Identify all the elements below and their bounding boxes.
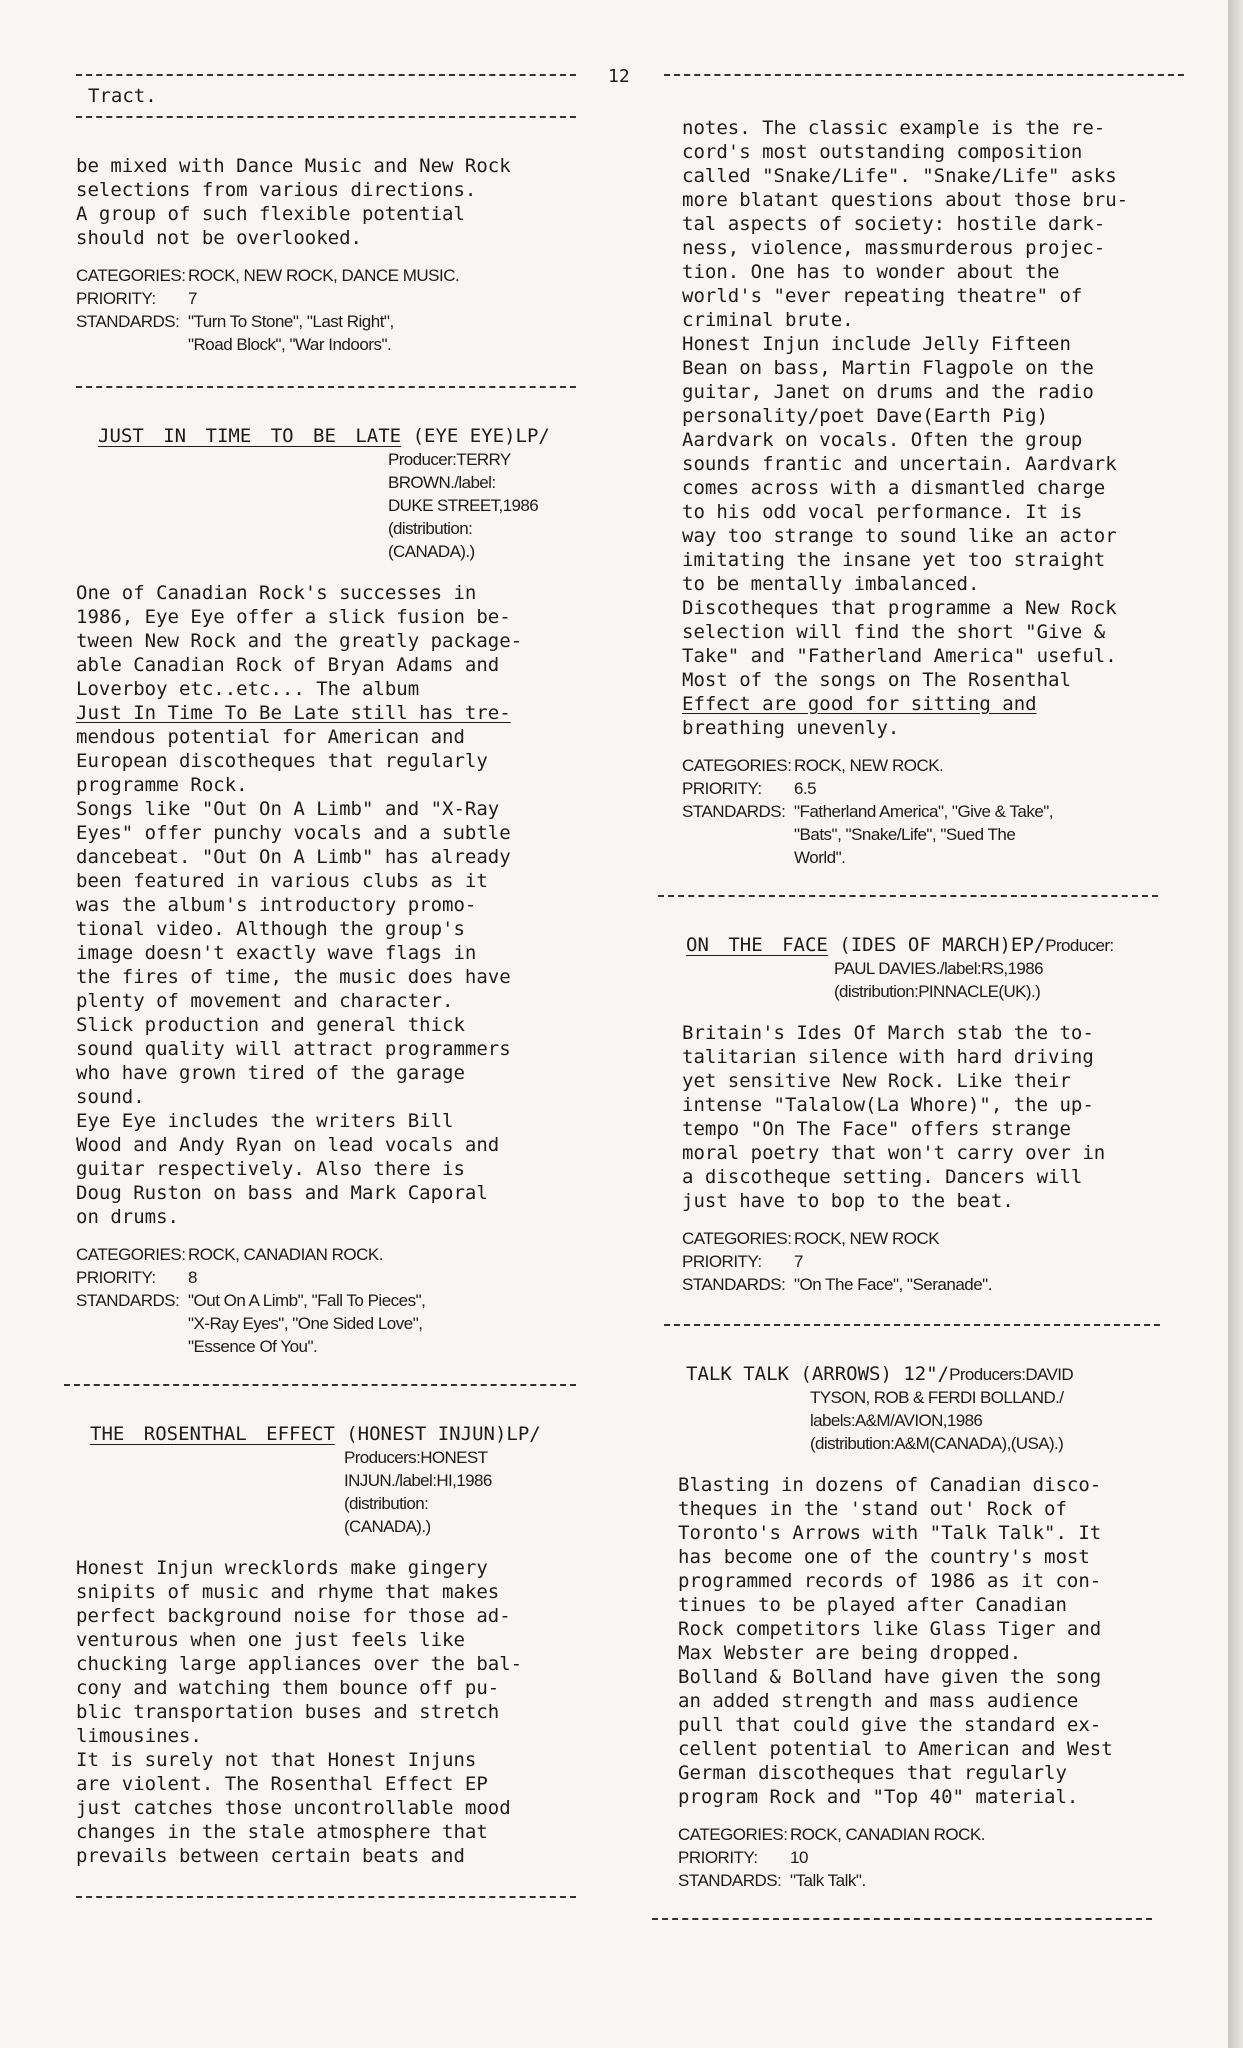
text-line: plenty of movement and character. <box>76 990 454 1012</box>
text-line: Honest Injun include Jelly Fifteen <box>682 333 1071 355</box>
review-heading <box>686 1362 1184 1386</box>
page-number: 12 <box>608 66 630 87</box>
review-body <box>682 1021 1184 1213</box>
text-line: Eyes" offer punchy vocals and a subtle <box>76 822 511 844</box>
text-line: It is surely not that Honest Injuns <box>76 1749 477 1771</box>
categories-value: ROCK, NEW ROCK <box>794 1229 940 1248</box>
credit-line: (distribution:PINNACLE(UK).) <box>834 982 1041 1001</box>
text-line: 1986, Eye Eye offer a slick fusion be- <box>76 606 511 628</box>
credit-line: Producer:TERRY <box>388 450 511 469</box>
priority-value: 7 <box>794 1252 803 1271</box>
review-credit <box>834 957 1184 1003</box>
credit-line: labels:A&M/AVION,1986 <box>810 1411 983 1430</box>
text-line: on drums. <box>76 1206 179 1228</box>
text-line: moral poetry that won't carry over in <box>682 1142 1106 1164</box>
text-line: just have to bop to the beat. <box>682 1190 1014 1212</box>
text-line: tional video. Although the group's <box>76 918 465 940</box>
right-column <box>664 74 1184 1920</box>
review-meta <box>76 1243 576 1358</box>
text-line: image doesn't exactly wave flags in <box>76 942 477 964</box>
review-heading <box>98 424 576 448</box>
text-line: more blatant questions about those bru- <box>682 189 1129 211</box>
review-rosenthal-continued <box>682 116 1184 869</box>
priority-value: 8 <box>188 1268 197 1287</box>
text-line: programme Rock. <box>76 774 248 796</box>
text-line: pull that could give the standard ex- <box>678 1714 1102 1736</box>
categories-label: CATEGORIES: <box>678 1825 788 1844</box>
credit-line: BROWN./label: <box>388 473 496 492</box>
priority-label: PRIORITY: <box>678 1848 758 1867</box>
review-title: ON THE FACE <box>686 934 828 956</box>
divider <box>64 1384 576 1386</box>
review-body <box>682 116 1184 740</box>
text-line: yet sensitive New Rock. Like their <box>682 1070 1071 1092</box>
text-line: notes. The classic example is the re- <box>682 117 1106 139</box>
text-line: changes in the stale atmosphere that <box>76 1821 488 1843</box>
text-line: breathing unevenly. <box>682 717 900 739</box>
page-edge <box>1228 0 1243 2048</box>
text-line: able Canadian Rock of Bryan Adams and <box>76 654 500 676</box>
standards-line: "Essence Of You". <box>188 1337 318 1356</box>
categories-value: ROCK, CANADIAN ROCK. <box>188 1245 383 1264</box>
text-line: tween New Rock and the greatly package- <box>76 630 523 652</box>
text-line: Toronto's Arrows with "Talk Talk". It <box>678 1522 1102 1544</box>
review-artist-format: (EYE EYE)LP/ <box>412 425 550 447</box>
text-line: sound quality will attract programmers <box>76 1038 511 1060</box>
text-line: Blasting in dozens of Canadian disco- <box>678 1474 1102 1496</box>
fragment-label: Tract. <box>88 85 157 107</box>
text-line: German discotheques that regularly <box>678 1762 1067 1784</box>
review-credit <box>344 1446 576 1538</box>
text-line: Rock competitors like Glass Tiger and <box>678 1618 1102 1640</box>
text-line: Discotheques that programme a New Rock <box>682 597 1117 619</box>
text-line: imitating the insane yet too straight <box>682 549 1106 571</box>
categories-label: CATEGORIES: <box>76 1245 186 1264</box>
text-line: are violent. The Rosenthal Effect EP <box>76 1773 488 1795</box>
text-line: Wood and Andy Ryan on lead vocals and <box>76 1134 500 1156</box>
review-artist-format: (IDES OF MARCH)EP/ <box>839 934 1046 956</box>
text-line: tion. One has to wonder about the <box>682 261 1060 283</box>
text-line: was the album's introductory promo- <box>76 894 477 916</box>
text-line: Most of the songs on The Rosenthal <box>682 669 1071 691</box>
categories-value: ROCK, NEW ROCK, DANCE MUSIC. <box>188 266 460 285</box>
text-line: be mixed with Dance Music and New Rock <box>76 155 511 177</box>
text-line: Doug Ruston on bass and Mark Caporal <box>76 1182 488 1204</box>
review-meta <box>678 1823 1184 1892</box>
text-line: world's "ever repeating theatre" of <box>682 285 1083 307</box>
text-line: Loverboy etc..etc... The album <box>76 678 420 700</box>
credit-line: Producers:HONEST <box>344 1448 488 1467</box>
text-line: to his odd vocal performance. It is <box>682 501 1083 523</box>
text-line: program Rock and "Top 40" material. <box>678 1786 1079 1808</box>
text-line: Britain's Ides Of March stab the to- <box>682 1022 1094 1044</box>
priority-label: PRIORITY: <box>682 779 762 798</box>
text-line: cellent potential to American and West <box>678 1738 1113 1760</box>
review-heading <box>90 1422 576 1446</box>
divider <box>76 74 576 76</box>
credit-line: TYSON, ROB & FERDI BOLLAND./ <box>810 1388 1064 1407</box>
divider <box>664 74 1184 76</box>
text-line: tal aspects of society: hostile dark- <box>682 213 1106 235</box>
left-column <box>76 74 576 1898</box>
text-line: sound. <box>76 1086 145 1108</box>
text-line: Effect are good for sitting and <box>682 693 1037 715</box>
text-line: been featured in various clubs as it <box>76 870 488 892</box>
categories-value: ROCK, NEW ROCK. <box>794 756 944 775</box>
text-line: sounds frantic and uncertain. Aardvark <box>682 453 1117 475</box>
text-line: Bolland & Bolland have given the song <box>678 1666 1102 1688</box>
text-line: blic transportation buses and stretch <box>76 1701 500 1723</box>
text-line: Songs like "Out On A Limb" and "X-Ray <box>76 798 500 820</box>
divider <box>664 1324 1160 1326</box>
text-line: snipits of music and rhyme that makes <box>76 1581 500 1603</box>
review-body <box>76 581 576 1229</box>
review-credit-inline: Producer: <box>1045 936 1114 955</box>
standards-label: STANDARDS: <box>678 1871 782 1890</box>
text-line: dancebeat. "Out On A Limb" has already <box>76 846 511 868</box>
categories-label: CATEGORIES: <box>682 1229 792 1248</box>
standards-label: STANDARDS: <box>76 1291 180 1310</box>
review-title: JUST IN TIME TO BE LATE <box>98 425 402 447</box>
priority-value: 10 <box>790 1848 808 1867</box>
standards-line: "Road Block", "War Indoors". <box>188 335 392 354</box>
divider <box>76 386 576 388</box>
text-line: tinues to be played after Canadian <box>678 1594 1067 1616</box>
standards-line: "X-Ray Eyes", "One Sided Love", <box>188 1314 423 1333</box>
review-meta <box>682 1227 1184 1296</box>
text-line: prevails between certain beats and <box>76 1845 465 1867</box>
review-body <box>76 1556 576 1868</box>
text-line: ness, violence, massmurderous projec- <box>682 237 1106 259</box>
review-heading <box>686 933 1184 957</box>
fragment-meta <box>76 264 576 356</box>
divider <box>658 895 1158 897</box>
review-credit <box>388 448 576 563</box>
credit-line: (distribution: <box>388 519 473 538</box>
text-line: One of Canadian Rock's successes in <box>76 582 477 604</box>
text-line: to be mentally imbalanced. <box>682 573 980 595</box>
credit-line: (distribution:A&M(CANADA),(USA).) <box>810 1434 1064 1453</box>
text-line: Bean on bass, Martin Flagpole on the <box>682 357 1094 379</box>
review-credit-inline: Producers:DAVID <box>949 1365 1074 1384</box>
credit-line: DUKE STREET,1986 <box>388 496 539 515</box>
standards-label: STANDARDS: <box>682 802 786 821</box>
text-line: intense "Talalow(La Whore)", the up- <box>682 1094 1094 1116</box>
text-line: Just In Time To Be Late still has tre- <box>76 702 511 724</box>
text-line: guitar, Janet on drums and the radio <box>682 381 1094 403</box>
standards-line: "Out On A Limb", "Fall To Pieces", <box>188 1291 426 1310</box>
text-line: programmed records of 1986 as it con- <box>678 1570 1102 1592</box>
text-line: chucking large appliances over the bal- <box>76 1653 523 1675</box>
priority-value: 7 <box>188 289 197 308</box>
standards-line: "Bats", "Snake/Life", "Sued The <box>794 825 1016 844</box>
text-line: personality/poet Dave(Earth Pig) <box>682 405 1049 427</box>
review-on-the-face <box>682 933 1184 1296</box>
categories-label: CATEGORIES: <box>682 756 792 775</box>
text-line: criminal brute. <box>682 309 854 331</box>
divider <box>652 1918 1152 1920</box>
text-line: way too strange to sound like an actor <box>682 525 1117 547</box>
text-line: Aardvark on vocals. Often the group <box>682 429 1083 451</box>
text-line: venturous when one just feels like <box>76 1629 465 1651</box>
review-just-in-time <box>76 424 576 1358</box>
text-line: just catches those uncontrollable mood <box>76 1797 511 1819</box>
standards-line: "Turn To Stone", "Last Right", <box>188 312 394 331</box>
fragment-body <box>76 154 576 250</box>
text-line: talitarian silence with hard driving <box>682 1046 1094 1068</box>
text-line: A group of such flexible potential <box>76 203 465 225</box>
standards-line: "Talk Talk". <box>790 1871 866 1890</box>
text-line: perfect background noise for those ad- <box>76 1605 511 1627</box>
text-line: selection will find the short "Give & <box>682 621 1106 643</box>
text-line: tempo "On The Face" offers strange <box>682 1118 1071 1140</box>
credit-line: (distribution: <box>344 1494 429 1513</box>
categories-value: ROCK, CANADIAN ROCK. <box>790 1825 985 1844</box>
standards-line: "Fatherland America", "Give & Take", <box>794 802 1054 821</box>
divider <box>76 1896 576 1898</box>
text-line: should not be overlooked. <box>76 227 362 249</box>
text-line: Max Webster are being dropped. <box>678 1642 1022 1664</box>
review-artist-format: (ARROWS) 12"/ <box>800 1363 950 1385</box>
text-line: called "Snake/Life". "Snake/Life" asks <box>682 165 1117 187</box>
text-line: Take" and "Fatherland America" useful. <box>682 645 1117 667</box>
review-meta <box>682 754 1184 869</box>
review-artist-format: (HONEST INJUN)LP/ <box>346 1423 541 1445</box>
review-title: THE ROSENTHAL EFFECT <box>90 1423 335 1445</box>
text-line: who have grown tired of the garage <box>76 1062 465 1084</box>
text-line: limousines. <box>76 1725 202 1747</box>
priority-label: PRIORITY: <box>682 1252 762 1271</box>
text-line: Honest Injun wrecklords make gingery <box>76 1557 488 1579</box>
text-line: has become one of the country's most <box>678 1546 1090 1568</box>
text-line: theques in the 'stand out' Rock of <box>678 1498 1067 1520</box>
credit-line: (CANADA).) <box>388 542 475 561</box>
standards-line: World". <box>794 848 846 867</box>
standards-label: STANDARDS: <box>682 1275 786 1294</box>
text-line: selections from various directions. <box>76 179 477 201</box>
priority-value: 6.5 <box>794 779 817 798</box>
text-line: Eye Eye includes the writers Bill <box>76 1110 454 1132</box>
review-rosenthal-effect <box>76 1422 576 1868</box>
categories-label: CATEGORIES: <box>76 266 186 285</box>
review-talk-talk <box>678 1362 1184 1892</box>
text-line: mendous potential for American and <box>76 726 465 748</box>
text-line: guitar respectively. Also there is <box>76 1158 465 1180</box>
text-line: Slick production and general thick <box>76 1014 465 1036</box>
standards-label: STANDARDS: <box>76 312 180 331</box>
text-line: an added strength and mass audience <box>678 1690 1079 1712</box>
text-line: a discotheque setting. Dancers will <box>682 1166 1083 1188</box>
review-credit <box>810 1386 1184 1455</box>
review-title: TALK TALK <box>686 1363 789 1385</box>
priority-label: PRIORITY: <box>76 289 156 308</box>
priority-label: PRIORITY: <box>76 1268 156 1287</box>
text-line: cord's most outstanding composition <box>682 141 1083 163</box>
credit-line: INJUN./label:HI,1986 <box>344 1471 492 1490</box>
standards-line: "On The Face", "Seranade". <box>794 1275 992 1294</box>
text-line: cony and watching them bounce off pu- <box>76 1677 500 1699</box>
text-line: comes across with a dismantled charge <box>682 477 1106 499</box>
text-line: the fires of time, the music does have <box>76 966 511 988</box>
credit-line: (CANADA).) <box>344 1517 431 1536</box>
review-body <box>678 1473 1184 1809</box>
divider <box>76 116 576 118</box>
credit-line: PAUL DAVIES./label:RS,1986 <box>834 959 1043 978</box>
text-line: European discotheques that regularly <box>76 750 488 772</box>
